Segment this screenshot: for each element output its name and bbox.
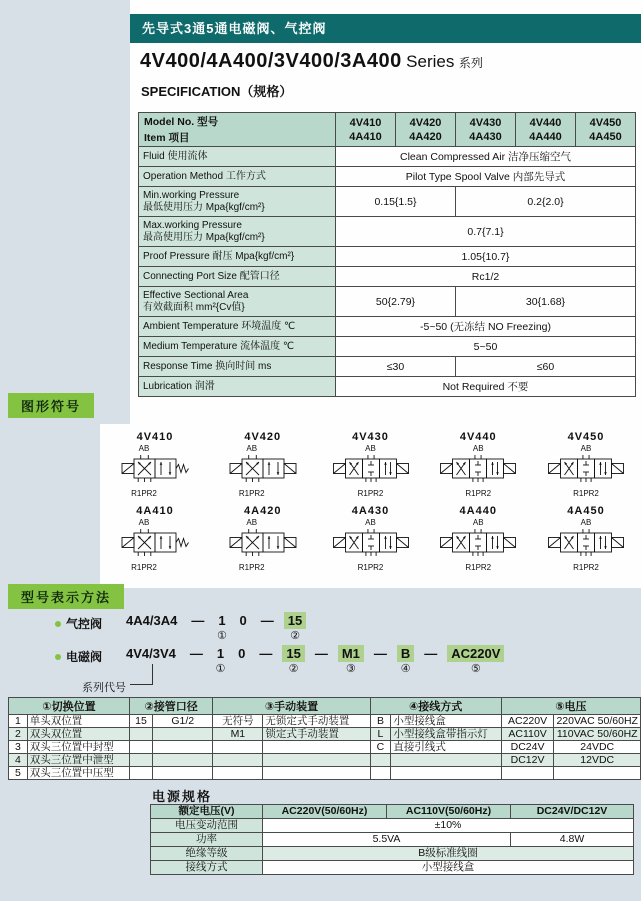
valve-symbol (533, 431, 639, 498)
option-code-cell: 1 (9, 715, 28, 728)
power-value-cell: ±10% (263, 819, 634, 833)
port-labels-bottom: R1PR2 (357, 489, 384, 498)
option-desc-cell (153, 728, 213, 741)
valve-model-label: 4V430 (352, 431, 389, 443)
valve-symbol-drawing (426, 453, 530, 484)
bullet-icon (55, 621, 61, 627)
valve-symbol (318, 505, 424, 572)
options-header-cell: ①切换位置 (9, 698, 130, 715)
power-row (151, 833, 634, 847)
option-code-cell (213, 754, 263, 767)
option-desc-cell (391, 767, 501, 780)
valve-symbols-section (100, 424, 641, 572)
port-labels-top: AB (365, 444, 376, 453)
spec-value-cell: 0.2{2.0} (456, 187, 636, 217)
power-spec-table (150, 804, 634, 875)
option-code-cell: AC220V (501, 715, 554, 728)
spec-model-cell: 4V430 4A430 (456, 113, 516, 147)
option-desc-cell (263, 741, 370, 754)
valve-model-label: 4V450 (567, 431, 605, 443)
spec-value-cell: 5~50 (336, 337, 636, 357)
option-desc-cell: 双头三位置中封型 (27, 741, 129, 754)
port-labels-top: AB (472, 444, 484, 453)
options-header-cell: ④接线方式 (370, 698, 501, 715)
option-code-cell (129, 767, 152, 780)
option-code-cell: DC12V (501, 754, 554, 767)
bullet-icon (55, 654, 61, 660)
option-desc-cell: 双头三位置中泄型 (27, 754, 129, 767)
valve-symbol (210, 505, 316, 572)
valve-symbol (318, 431, 424, 498)
power-row (151, 847, 634, 861)
designation-segment: — (260, 613, 274, 628)
spec-row-label: Operation Method 工作方式 (139, 167, 336, 187)
valve-symbol-drawing (319, 453, 423, 484)
option-desc-cell (153, 767, 213, 780)
valve-model-label: 4A440 (459, 505, 497, 517)
options-row (9, 728, 641, 741)
spec-value-cell: 50{2.79} (336, 287, 456, 317)
option-code-cell (501, 767, 554, 780)
power-row-label: 绝缘等级 (151, 847, 263, 861)
option-desc-cell (153, 754, 213, 767)
spec-value-cell: 30{1.68} (456, 287, 636, 317)
valve-symbol-drawing (534, 527, 638, 558)
designation-segment: — (259, 646, 273, 661)
option-code-cell (213, 741, 263, 754)
designation-segment: AC220V ⑤ (447, 645, 504, 676)
designation-circle-number: ② (288, 663, 299, 675)
port-labels-bottom: R1PR2 (131, 563, 157, 572)
designation-segment: — (424, 646, 438, 661)
spec-row-label: Min.working Pressure 最低使用压力 Mpa{kgf/cm²} (139, 187, 336, 217)
designation-segment: — (373, 646, 387, 661)
valve-symbol (102, 431, 208, 498)
spec-corner-cell: Model No. 型号 Item 项目 (139, 113, 336, 147)
designation-segment: 0 (239, 613, 247, 628)
spec-value-cell: 0.7{7.1} (336, 217, 636, 247)
option-desc-cell (263, 754, 370, 767)
designation-segment: 15 ② (284, 612, 306, 643)
power-row-label: 功率 (151, 833, 263, 847)
spec-table (138, 112, 636, 397)
option-code-cell: 5 (9, 767, 28, 780)
top-banner (130, 14, 641, 43)
option-code-cell: 4 (9, 754, 28, 767)
options-row (9, 741, 641, 754)
options-row (9, 715, 641, 728)
option-code-cell: 2 (9, 728, 28, 741)
option-desc-cell: 220VAC 50/60HZ (554, 715, 641, 728)
spec-value-cell: -5~50 (无冻结 NO Freezing) (336, 317, 636, 337)
spec-value-cell: Rc1/2 (336, 267, 636, 287)
valve-model-label: 4A450 (567, 505, 605, 517)
option-desc-cell: 110VAC 50/60HZ (554, 728, 641, 741)
option-code-cell: L (370, 728, 391, 741)
designation-circle-number: ⑤ (470, 663, 481, 675)
power-value-cell: 小型接线盒 (263, 861, 634, 875)
spec-model-cell: 4V410 4A410 (336, 113, 396, 147)
option-desc-cell (391, 754, 501, 767)
spec-model-cell: 4V420 4A420 (396, 113, 456, 147)
designation-circle-number: ① (216, 630, 227, 642)
port-labels-bottom: R1PR2 (238, 563, 265, 572)
designation-segment: 0 (238, 646, 246, 661)
designation-circle-number: ① (215, 663, 226, 675)
option-desc-cell: 12VDC (554, 754, 641, 767)
port-labels-top: AB (138, 444, 150, 453)
power-spec-heading: 电源规格 (152, 789, 213, 804)
section-label-designation: 型号表示方法 (8, 584, 124, 609)
valve-symbol-drawing (211, 453, 315, 484)
option-desc-cell: 单头双位置 (27, 715, 129, 728)
option-desc-cell: G1/2 (153, 715, 213, 728)
options-header-row (9, 698, 641, 715)
spec-value-cell: Clean Compressed Air 洁净压缩空气 (336, 147, 636, 167)
series-title (140, 50, 483, 73)
port-labels-top: AB (246, 518, 258, 527)
power-row (151, 819, 634, 833)
valve-symbol (102, 505, 208, 572)
designation-segment: 4A4/3A4 (126, 613, 178, 628)
spec-model-cell: 4V450 4A450 (576, 113, 636, 147)
option-code-cell: M1 (213, 728, 263, 741)
power-row (151, 805, 634, 819)
designation-segment: 1 ① (216, 613, 227, 642)
port-labels-bottom: R1PR2 (573, 489, 599, 498)
port-labels-top: AB (472, 518, 484, 527)
options-table (8, 697, 641, 780)
option-code-cell: C (370, 741, 391, 754)
port-labels-bottom: R1PR2 (238, 489, 265, 498)
option-desc-cell (153, 741, 213, 754)
banner-text: 先导式3通5通电磁阀、气控阀 (142, 21, 327, 36)
designation-circle-number: ③ (345, 663, 356, 675)
specification-heading: SPECIFICATION（规格） (141, 84, 293, 99)
port-labels-bottom: R1PR2 (465, 563, 492, 572)
spec-value-cell: 0.15{1.5} (336, 187, 456, 217)
designation-circle-number: ④ (400, 663, 411, 675)
valve-symbol (425, 505, 531, 572)
options-row (9, 754, 641, 767)
valve-symbol (425, 431, 531, 498)
spec-value-cell: Pilot Type Spool Valve 内部先导式 (336, 167, 636, 187)
option-desc-cell: 无锁定式手动装置 (263, 715, 370, 728)
valve-model-label: 4V440 (459, 431, 497, 443)
options-header-cell: ⑤电压 (501, 698, 640, 715)
option-code-cell: DC24V (501, 741, 554, 754)
valve-symbol-row (100, 498, 641, 572)
port-labels-top: AB (365, 518, 376, 527)
options-header-cell: ②接管口径 (129, 698, 213, 715)
spec-value-cell: ≤30 (336, 357, 456, 377)
valve-symbol-drawing (319, 527, 423, 558)
option-code-cell: 3 (9, 741, 28, 754)
series-code-connector-v (152, 664, 153, 684)
power-value-cell: 5.5VA (263, 833, 511, 847)
power-row-label: 接线方式 (151, 861, 263, 875)
series-code-note: 系列代号 (82, 682, 126, 694)
spec-value-cell: 1.05{10.7} (336, 247, 636, 267)
spec-row-label: Proof Pressure 耐压 Mpa{kgf/cm²} (139, 247, 336, 267)
designation-row (55, 612, 507, 643)
designation-segment: 15 ② (282, 645, 304, 676)
port-labels-bottom: R1PR2 (131, 489, 157, 498)
option-code-cell (129, 754, 152, 767)
valve-symbol (210, 431, 316, 498)
spec-model-cell: 4V440 4A440 (516, 113, 576, 147)
power-value-cell: AC110V(50/60Hz) (387, 805, 511, 819)
valve-symbol-row (100, 424, 641, 498)
options-row (9, 767, 641, 780)
designation-row (55, 645, 507, 676)
power-row-label: 电压变动范围 (151, 819, 263, 833)
valve-symbol-drawing (103, 453, 207, 484)
valve-model-label: 4A410 (136, 505, 174, 517)
designation-segment: — (314, 646, 328, 661)
series-title-main: 4V400/4A400/3V400/3A400 (140, 50, 402, 72)
option-desc-cell: 直接引线式 (391, 741, 501, 754)
option-code-cell: B (370, 715, 391, 728)
option-desc-cell: 小型接线盒 (391, 715, 501, 728)
option-code-cell: AC110V (501, 728, 554, 741)
option-code-cell: 无符号 (213, 715, 263, 728)
section-label-symbols: 图形符号 (8, 393, 94, 418)
spec-row-label: Max.working Pressure 最高使用压力 Mpa{kgf/cm²} (139, 217, 336, 247)
series-code-connector-h (130, 684, 153, 685)
option-code-cell: 15 (129, 715, 152, 728)
power-value-cell: DC24V/DC12V (511, 805, 634, 819)
valve-symbol-drawing (426, 527, 530, 558)
option-code-cell (129, 741, 152, 754)
option-code-cell (370, 754, 391, 767)
designation-segment: M1 ③ (338, 645, 364, 676)
series-title-cn: 系列 (458, 56, 483, 70)
power-row-label: 额定电压(V) (151, 805, 263, 819)
designation-segment: B ④ (397, 645, 414, 676)
port-labels-top: AB (246, 444, 258, 453)
designation-segment: — (189, 646, 203, 661)
option-code-cell (213, 767, 263, 780)
spec-row-label: Fluid 使用流体 (139, 147, 336, 167)
option-desc-cell: 双头三位置中压型 (27, 767, 129, 780)
spec-row-label: Medium Temperature 流体温度 ℃ (139, 337, 336, 357)
spec-row-label: Lubrication 润滑 (139, 377, 336, 397)
designation-segment: 1 ① (215, 646, 226, 675)
port-labels-top: AB (580, 444, 592, 453)
spec-row-label: Ambient Temperature 环境温度 ℃ (139, 317, 336, 337)
option-desc-cell (554, 767, 641, 780)
spec-value-cell: Not Required 不要 (336, 377, 636, 397)
spec-value-cell: ≤60 (456, 357, 636, 377)
port-labels-bottom: R1PR2 (573, 563, 599, 572)
designation-circle-number: ② (290, 630, 300, 642)
designation-segment: — (191, 613, 205, 628)
designation-segment: 4V4/3V4 (126, 646, 176, 661)
valve-symbol-drawing (211, 527, 315, 558)
option-desc-cell: 锁定式手动装置 (263, 728, 370, 741)
option-code-cell (129, 728, 152, 741)
spec-row-label: Effective Sectional Area 有效截面积 mm²{Cv值} (139, 287, 336, 317)
option-code-cell (370, 767, 391, 780)
options-header-cell: ③手动装置 (213, 698, 370, 715)
model-designation-section (55, 612, 507, 678)
power-value-cell: AC220V(50/60Hz) (263, 805, 387, 819)
port-labels-top: AB (580, 518, 592, 527)
option-desc-cell: 双头双位置 (27, 728, 129, 741)
valve-symbol-drawing (534, 453, 638, 484)
series-title-en: Series (406, 52, 455, 71)
valve-model-label: 4A430 (351, 505, 390, 517)
designation-category: 电磁阀 (55, 645, 119, 665)
port-labels-bottom: R1PR2 (465, 489, 492, 498)
power-value-cell: B级标准线圈 (263, 847, 634, 861)
option-desc-cell: 小型接线盒带指示灯 (391, 728, 501, 741)
valve-model-label: 4A420 (244, 505, 282, 517)
valve-symbol-drawing (103, 527, 207, 558)
spec-row-label: Response Time 换向时间 ms (139, 357, 336, 377)
spec-header-row (139, 113, 636, 147)
valve-model-label: 4V420 (244, 431, 282, 443)
designation-category: 气控阀 (55, 612, 119, 632)
valve-symbol (533, 505, 639, 572)
port-labels-bottom: R1PR2 (357, 563, 384, 572)
option-desc-cell (263, 767, 370, 780)
power-value-cell: 4.8W (511, 833, 634, 847)
valve-model-label: 4V410 (136, 431, 174, 443)
power-row (151, 861, 634, 875)
spec-row-label: Connecting Port Size 配管口径 (139, 267, 336, 287)
option-desc-cell: 24VDC (554, 741, 641, 754)
port-labels-top: AB (138, 518, 150, 527)
